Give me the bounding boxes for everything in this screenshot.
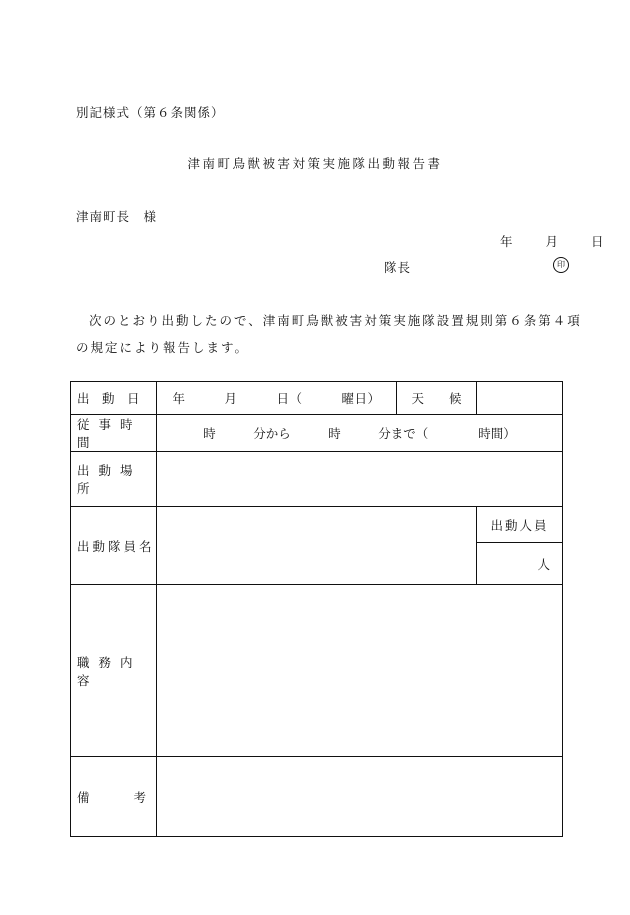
members-count-value-cell[interactable] <box>477 543 563 585</box>
table-row <box>71 415 563 452</box>
weather-label-cell <box>397 382 477 415</box>
members-count-label-cell <box>477 507 563 543</box>
date-day: 日 <box>590 234 605 249</box>
report-table <box>70 381 563 837</box>
members-value-cell[interactable] <box>157 507 477 585</box>
table-row <box>71 757 563 837</box>
date-year: 年 <box>500 234 514 249</box>
row-date-label: 出 動 日 <box>77 391 140 406</box>
row-place-label: 出動場所 <box>77 463 142 496</box>
row-members-label: 出動隊員名 <box>77 538 155 554</box>
weather-label: 天 候 <box>411 391 462 406</box>
members-count-unit: 人 <box>537 556 550 572</box>
duties-value-cell[interactable] <box>157 585 563 757</box>
remarks-label <box>77 788 146 806</box>
remarks-value-cell[interactable] <box>157 757 563 837</box>
remarks-label-char: 考 <box>133 789 146 805</box>
duties-label-cell <box>71 585 157 757</box>
row-date-value: 年 月 日（ 曜日） <box>172 391 381 406</box>
remarks-label-char: 備 <box>77 789 90 805</box>
time-value-cell[interactable] <box>157 415 563 452</box>
members-label-cell <box>71 507 157 585</box>
remarks-label-cell <box>71 757 157 837</box>
addressee: 津南町長 様 <box>76 209 158 224</box>
table-row <box>71 585 563 757</box>
body-text: 次のとおり出動したので、津南町鳥獣被害対策実施隊設置規則第６条第４項の規定により報告します。 <box>76 313 582 355</box>
captain-label: 隊長 <box>384 260 412 275</box>
row-time-label: 従事時間 <box>77 417 142 450</box>
table-row <box>71 507 563 543</box>
members-count-label: 出動人員 <box>490 517 549 533</box>
weather-value-cell[interactable] <box>477 382 563 415</box>
date-label-cell <box>71 382 157 415</box>
place-label-cell <box>71 452 157 507</box>
time-label-cell <box>71 415 157 452</box>
row-duties-label: 職務内容 <box>77 654 142 688</box>
seal-mark: 印 <box>553 257 569 273</box>
table-row <box>71 382 563 415</box>
form-code: 別記様式（第６条関係） <box>76 105 225 120</box>
date-line <box>500 232 604 250</box>
row-time-value: 時 分から 時 分まで（ 時間） <box>203 426 516 441</box>
date-month: 月 <box>545 234 559 249</box>
date-value-cell[interactable] <box>157 382 397 415</box>
place-value-cell[interactable] <box>157 452 563 507</box>
document-title: 津南町鳥獣被害対策実施隊出動報告書 <box>187 156 443 171</box>
table-row <box>71 452 563 507</box>
